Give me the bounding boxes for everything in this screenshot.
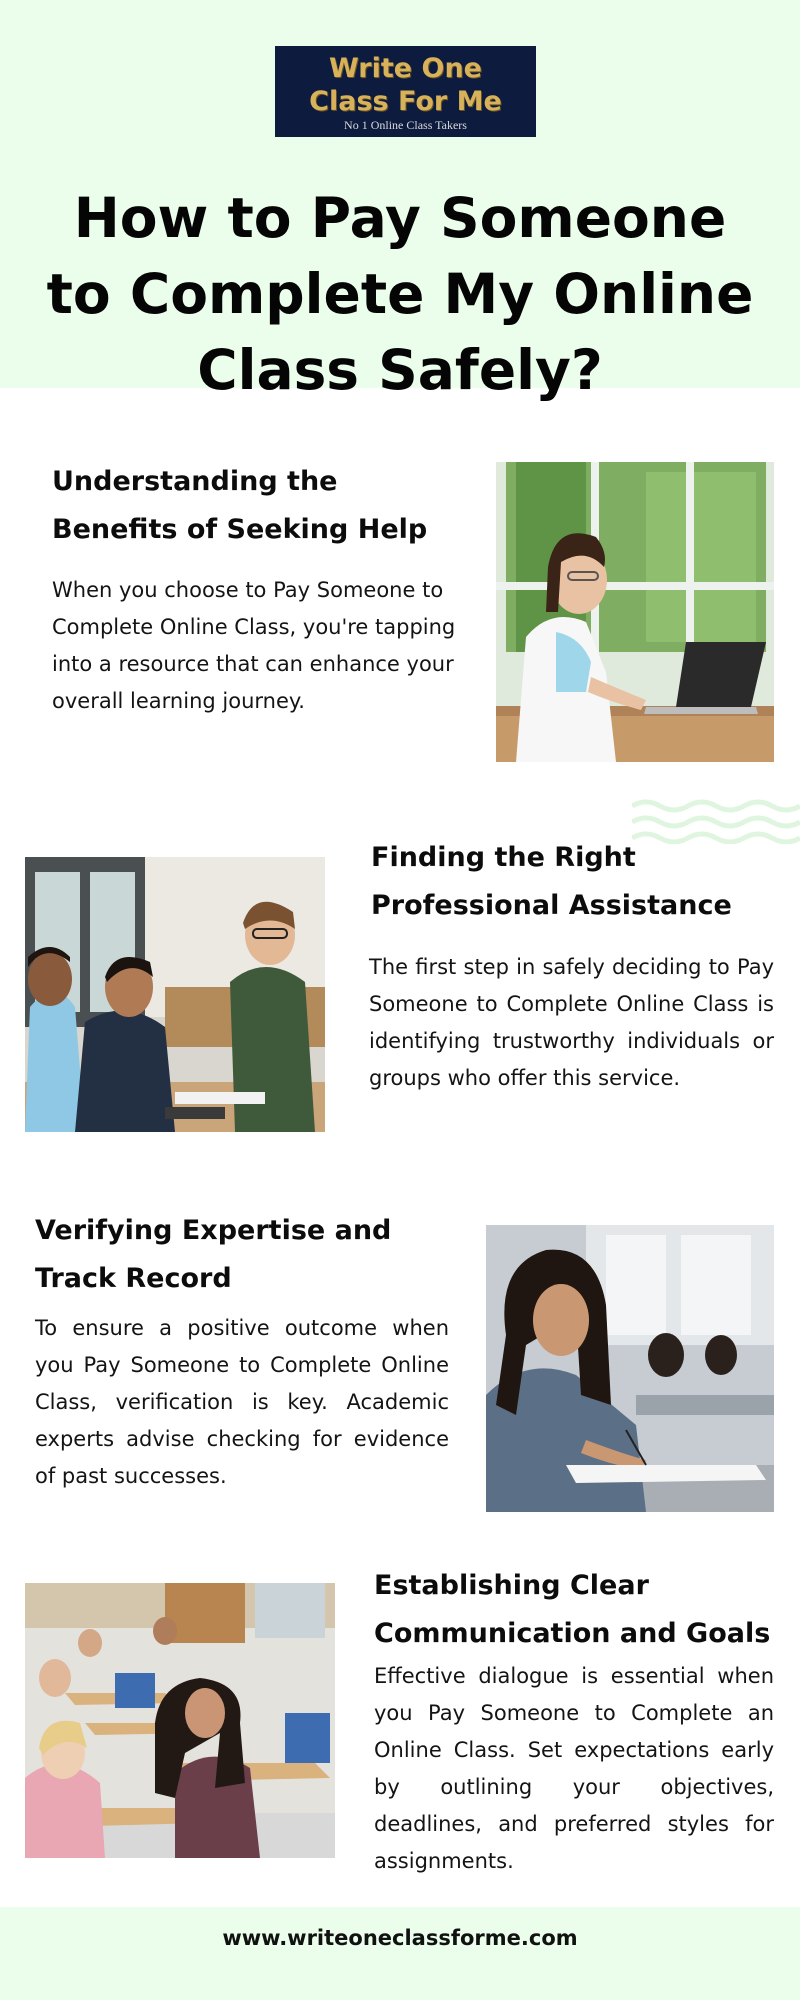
section-2-title: Finding the Right Professional Assistance bbox=[371, 842, 732, 921]
section-2-body: The first step in safely deciding to Pay Someone to Complete Online Class is identifying trustworthy individuals or groups who offer this service. bbox=[369, 955, 774, 1090]
section-3-title: Verifying Expertise and Track Record bbox=[35, 1215, 392, 1294]
website-url-link[interactable]: www.writeoneclassforme.com bbox=[222, 1926, 578, 1950]
section-4-body: Effective dialogue is essential when you Pay Someone to Complete an Online Class. Set expectations early by outlining your objectives, deadlines, and preferred styles for assignments. bbox=[374, 1664, 774, 1873]
section-3-body: To ensure a positive outcome when you Pay Someone to Complete Online Class, verification is key. Academic experts advise checking for evidence of past successes. bbox=[35, 1316, 449, 1488]
brand-logo[interactable] bbox=[275, 46, 536, 137]
logo-line-1: Write One bbox=[329, 53, 482, 84]
page-title: How to Pay Someone to Complete My Online Class Safely? bbox=[46, 186, 754, 402]
logo-line-2: Class For Me bbox=[309, 86, 502, 117]
student-laptop-photo bbox=[496, 462, 774, 762]
section-4-title: Establishing Clear Communication and Goals bbox=[374, 1570, 771, 1649]
section-1-body: When you choose to Pay Someone to Complete Online Class, you're tapping into a resource that can enhance your overall learning journey. bbox=[52, 578, 456, 713]
logo-tagline: No 1 Online Class Takers bbox=[344, 118, 467, 132]
exam-classroom-photo bbox=[25, 1583, 335, 1858]
group-study-photo bbox=[25, 857, 325, 1132]
section-1-title: Understanding the Benefits of Seeking Help bbox=[52, 466, 428, 545]
student-writing-photo bbox=[486, 1225, 774, 1512]
